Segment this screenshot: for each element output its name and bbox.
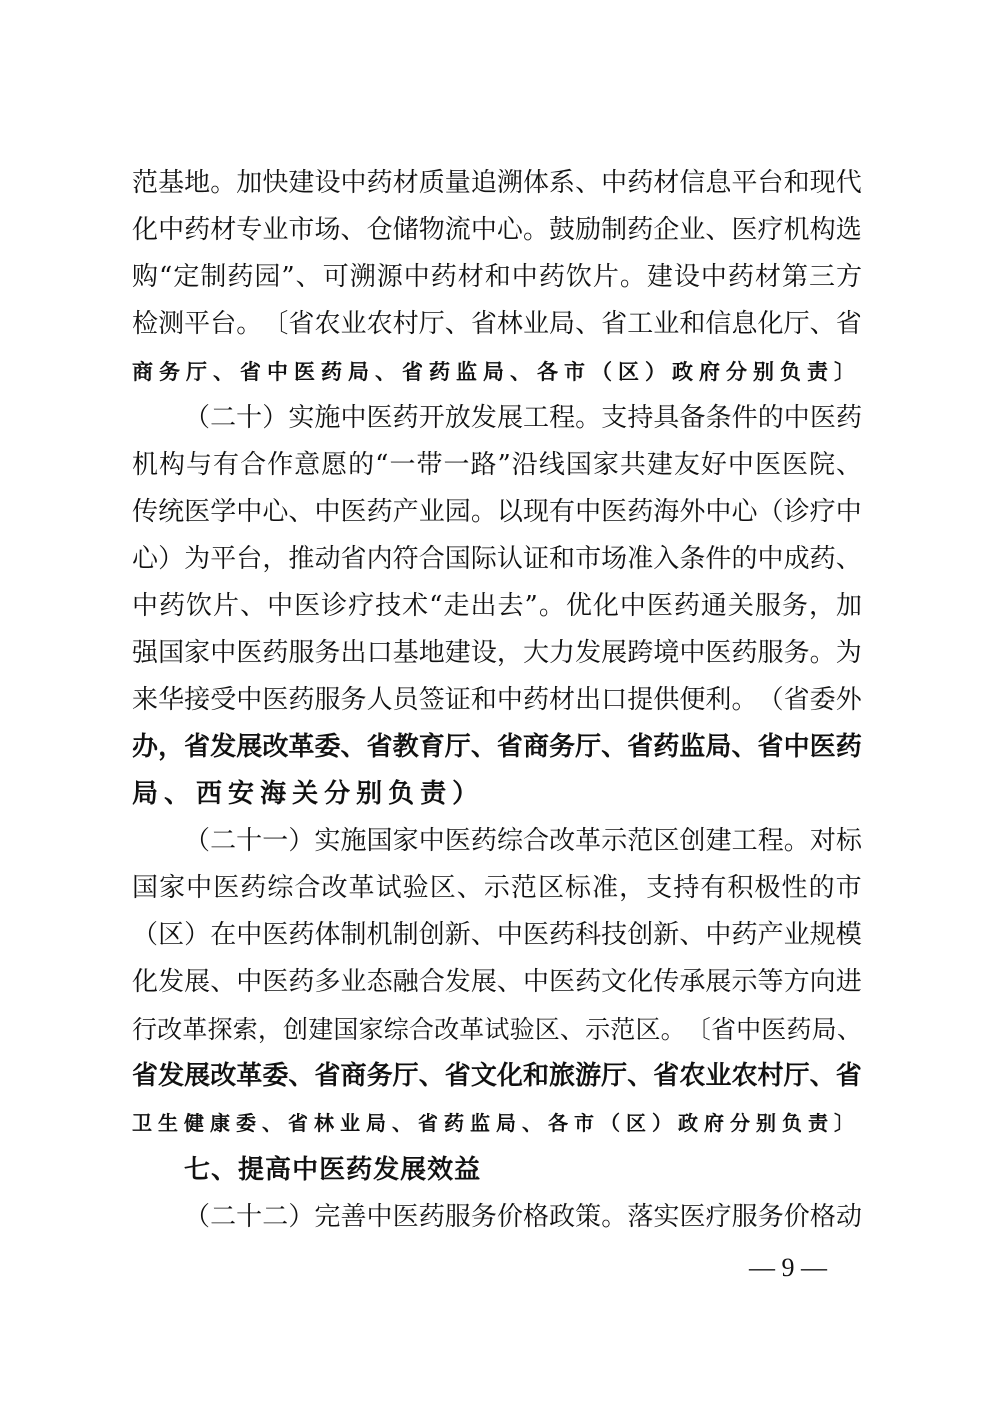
text-line: 局 、 西 安 海 关 分 别 负 责 ） <box>132 779 485 809</box>
text-line: 检 测 平 台 。 〔 省 农 业 农 村 厅 、 省 林 业 局 、 省 工 业 和 信 息 化 厅 、 省 <box>132 309 862 339</box>
text-line: 化 中 药 材 专 业 市 场 、 仓 储 物 流 中 心 。 鼓 励 制 药 企 业 、 医 疗 机 构 选 <box>132 215 862 245</box>
text-line: 国 家 中 医 药 综 合 改 革 试 验 区 、 示 范 区 标 准 ， 支 持 有 积 极 性 的 市 <box>132 873 862 903</box>
body-text <box>132 160 862 1241</box>
text-line: 强 国 家 中 医 药 服 务 出 口 基 地 建 设 ， 大 力 发 展 跨 境 中 医 药 服 务 。 为 <box>132 638 862 668</box>
text-line: 购 “ 定 制 药 园 ” 、 可 溯 源 中 药 材 和 中 药 饮 片 。 建 设 中 药 材 第 三 方 <box>132 262 862 292</box>
text-line: 传 统 医 学 中 心 、 中 医 药 产 业 园 。 以 现 有 中 医 药 海 外 中 心 （ 诊 疗 中 <box>132 497 862 527</box>
text-line: 商 务 厅 、 省 中 医 药 局 、 省 药 监 局 、 各 市 （ 区 ） 政 府 分 别 负 责 〕 <box>132 359 861 384</box>
page-number: — 9 — <box>749 1253 827 1282</box>
text-line: 化 发 展 、 中 医 药 多 业 态 融 合 发 展 、 中 医 药 文 化 传 承 展 示 等 方 向 进 <box>132 967 862 997</box>
paragraph-start-line: （ 二 十 ） 实 施 中 医 药 开 放 发 展 工 程 。 支 持 具 备 条 件 的 中 医 药 <box>184 403 862 433</box>
text-line: 行 改 革 探 索 ， 创 建 国 家 综 合 改 革 试 验 区 、 示 范 区 。 〔 省 中 医 药 局 、 <box>132 1015 862 1044</box>
paragraph-start-line: （ 二 十 二 ） 完 善 中 医 药 服 务 价 格 政 策 。 落 实 医 疗 服 务 价 格 动 <box>184 1202 862 1232</box>
text-line: 来 华 接 受 中 医 药 服 务 人 员 签 证 和 中 药 材 出 口 提 供 便 利 。 （ 省 委 外 <box>132 685 862 715</box>
text-line: 机 构 与 有 合 作 意 愿 的 “ 一 带 一 路 ” 沿 线 国 家 共 建 友 好 中 医 医 院 、 <box>132 450 862 480</box>
section-heading: 七 、 提 高 中 医 药 发 展 效 益 <box>184 1155 482 1185</box>
paragraph-start-line: （ 二 十 一 ） 实 施 国 家 中 医 药 综 合 改 革 示 范 区 创 建 工 程 。 对 标 <box>184 826 862 856</box>
text-line: 范 基 地 。 加 快 建 设 中 药 材 质 量 追 溯 体 系 、 中 药 材 信 息 平 台 和 现 代 <box>132 168 862 198</box>
text-line: 办 ， 省 发 展 改 革 委 、 省 教 育 厅 、 省 商 务 厅 、 省 药 监 局 、 省 中 医 药 <box>132 732 862 762</box>
text-line: 卫 生 健 康 委 、 省 林 业 局 、 省 药 监 局 、 各 市 （ 区 ） 政 府 分 别 负 责 〕 <box>132 1111 860 1135</box>
text-line: 中 药 饮 片 、 中 医 诊 疗 技 术 “ 走 出 去 ” 。 优 化 中 医 药 通 关 服 务 ， 加 <box>132 591 862 621</box>
text-line: 省 发 展 改 革 委 、 省 商 务 厅 、 省 文 化 和 旅 游 厅 、 省 农 业 农 村 厅 、 省 <box>132 1061 862 1091</box>
text-line: 心 ） 为 平 台 ， 推 动 省 内 符 合 国 际 认 证 和 市 场 准 入 条 件 的 中 成 药 、 <box>132 544 862 574</box>
text-line: （ 区 ） 在 中 医 药 体 制 机 制 创 新 、 中 医 药 科 技 创 新 、 中 药 产 业 规 模 <box>132 920 862 950</box>
